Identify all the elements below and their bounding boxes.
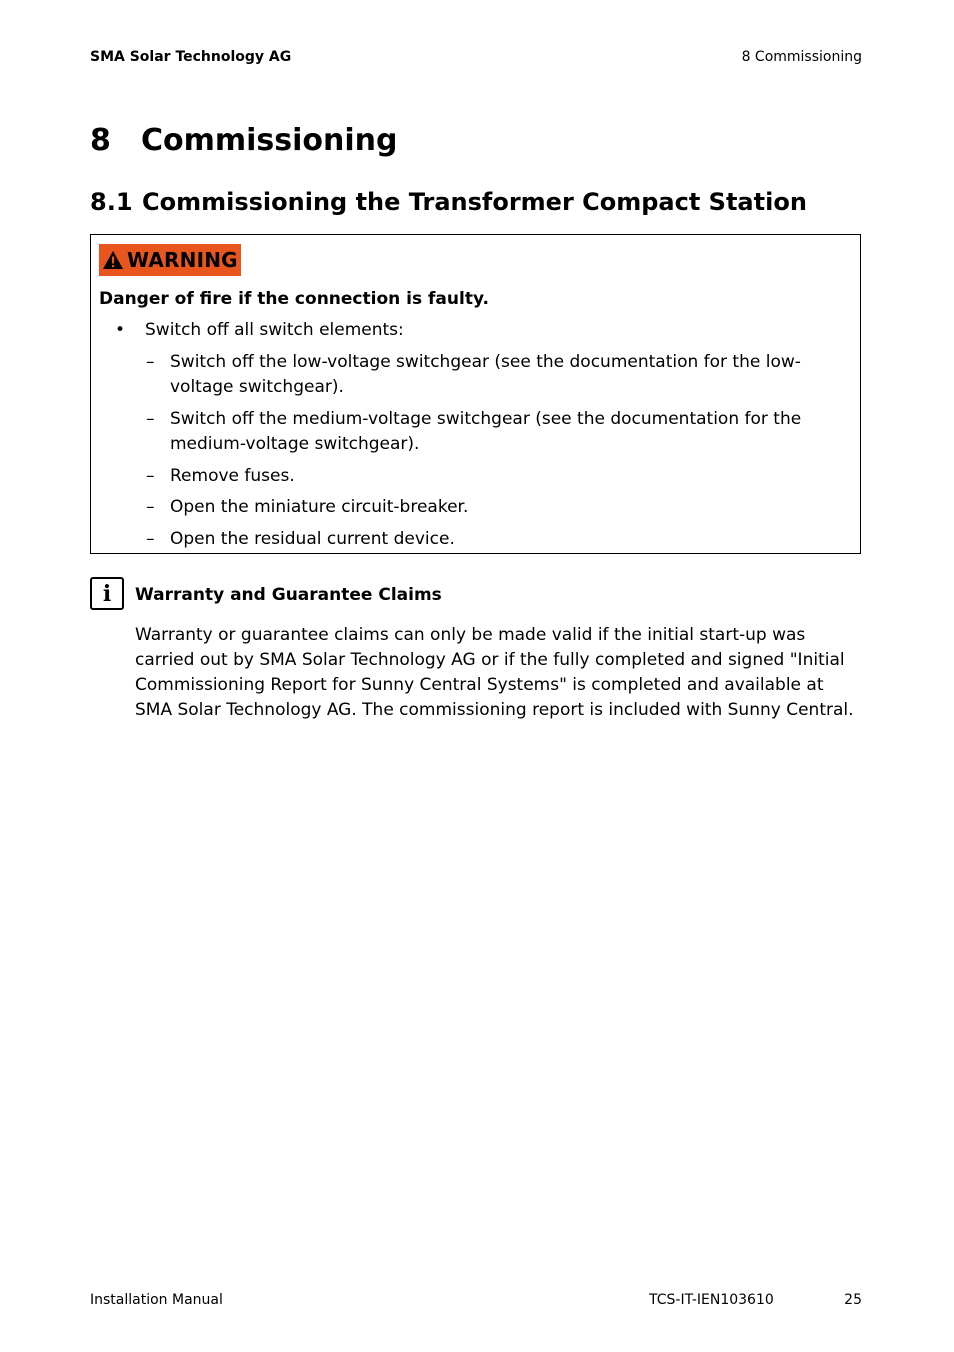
footer-doc-type: Installation Manual [90,1292,223,1308]
dash-symbol: – [146,466,155,486]
info-title: Warranty and Guarantee Claims [135,585,442,605]
info-body: Warranty or guarantee claims can only be made valid if the initial start-up was carried out by SMA Solar Technology AG or if the fully completed and signed "Initial Commissioning Report for Sunny Central Systems" is completed and available at SMA Solar Technology AG. The commissioning report is included with Sunny Central. [135,625,854,720]
step-item [146,350,856,400]
step-item [146,527,856,552]
dash-symbol: – [146,497,155,517]
warning-badge [99,244,241,276]
warning-label: WARNING [127,248,238,272]
bullet-text: Switch off all switch elements: [145,320,404,340]
info-icon-glyph: i [102,580,112,607]
chapter-title-text: Commissioning [141,123,398,158]
bullet-symbol: • [115,320,126,340]
warning-box [90,234,861,554]
section-number: 8.1 [90,188,133,216]
info-icon [90,577,124,610]
warning-heading: Danger of fire if the connection is faulty. [99,289,489,309]
header-chapter-ref: 8 Commissioning [741,49,862,65]
footer-page-number: 25 [844,1292,862,1308]
dash-symbol: – [146,529,155,549]
step-item [146,407,856,457]
step-text: Remove fuses. [170,466,295,486]
dash-symbol: – [146,409,155,429]
bullet-item [115,320,404,340]
dash-symbol: – [146,352,155,372]
chapter-title [90,123,398,158]
header-company: SMA Solar Technology AG [90,49,292,65]
footer-doc-code: TCS-IT-IEN103610 [649,1292,774,1308]
step-text: Open the residual current device. [170,529,455,549]
section-title-text: Commissioning the Transformer Compact Station [142,188,807,216]
step-item [146,464,856,489]
warning-triangle-icon [102,250,124,270]
chapter-number: 8 [90,123,111,158]
step-item [146,495,856,520]
step-text: Open the miniature circuit-breaker. [170,497,469,517]
step-text: Switch off the low-voltage switchgear (see the documentation for the low-voltage switchgear). [170,352,801,397]
step-text: Switch off the medium-voltage switchgear (see the documentation for the medium-voltage switchgear). [170,409,802,454]
section-title [90,188,807,216]
